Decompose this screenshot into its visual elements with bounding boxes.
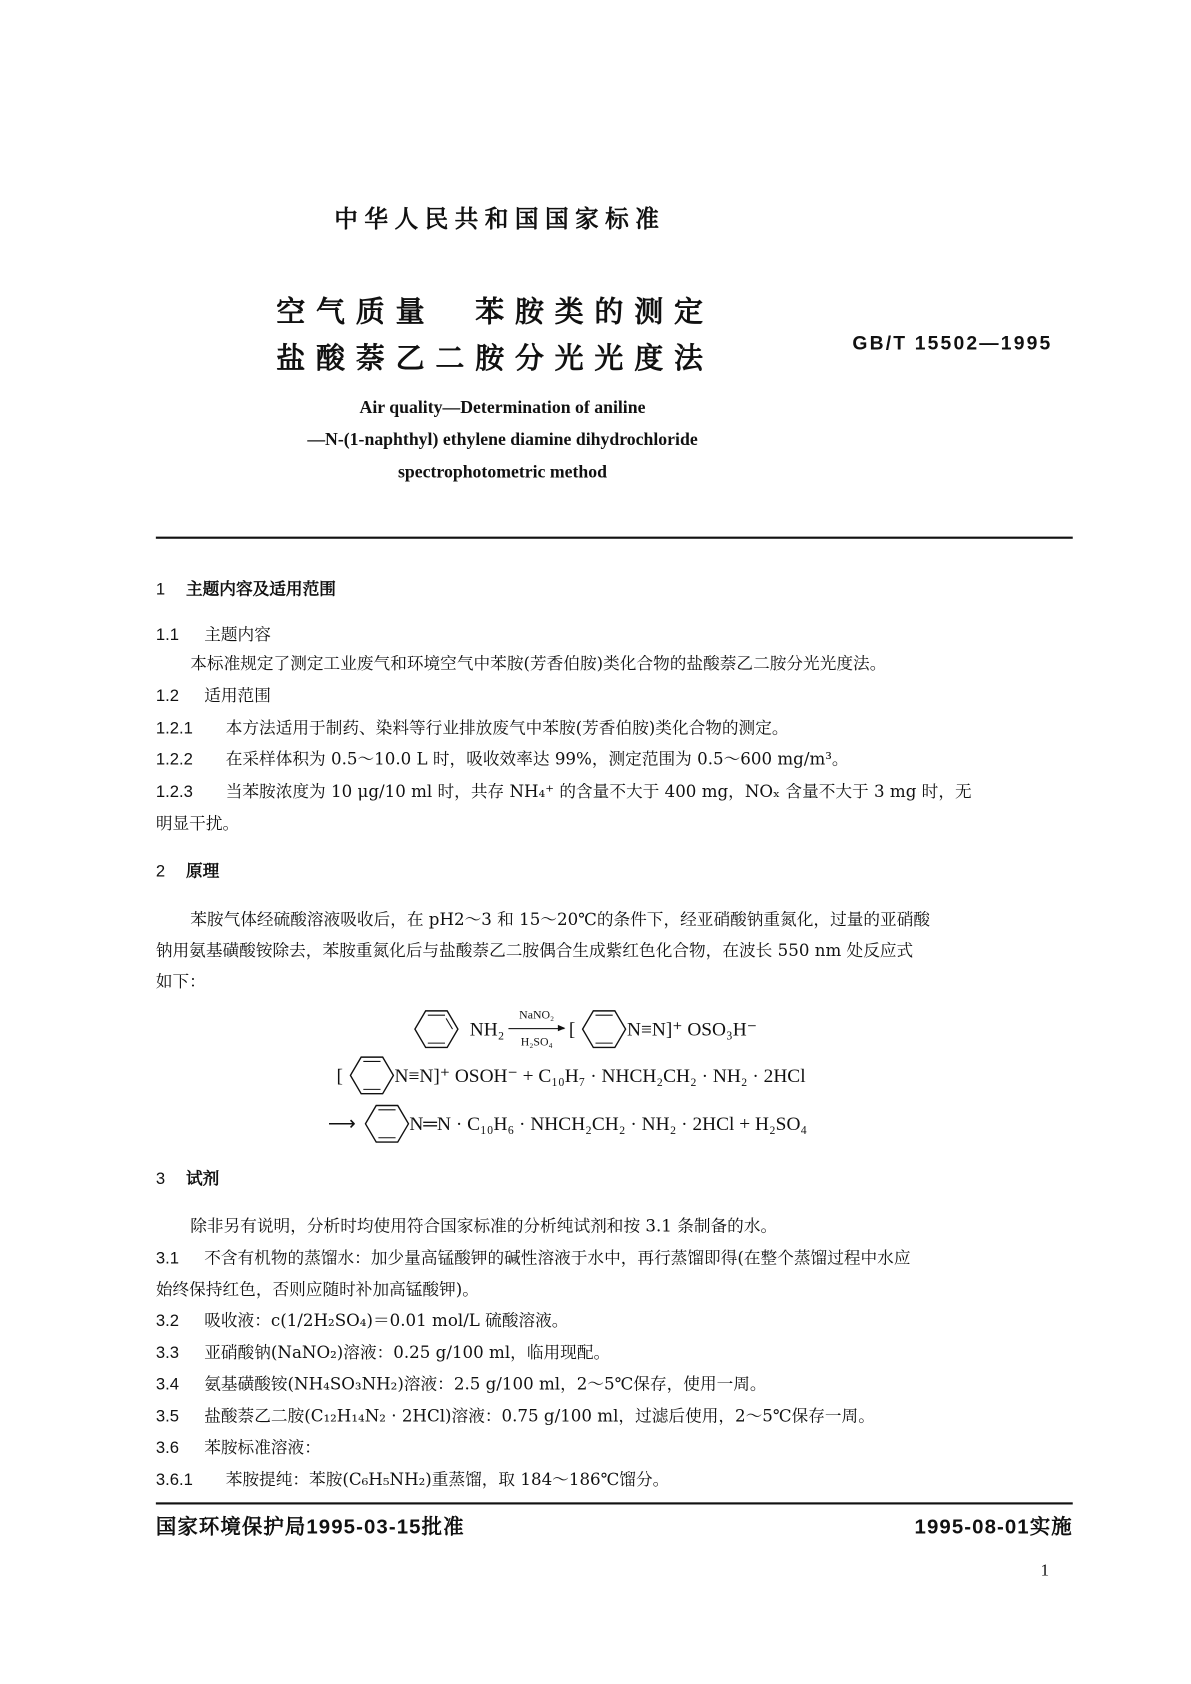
- clause-text: 盐酸萘乙二胺(C₁₂H₁₄N₂ · 2HCl)溶液：0.75 g/100 ml，过滤后使用，2～5℃保存一周。: [204, 1406, 875, 1426]
- reactant: NH₂: [469, 1017, 505, 1040]
- section-title: 原理: [185, 861, 220, 881]
- standard-number: GB/T 15502—1995: [852, 332, 1053, 354]
- english-title-1: Air quality—Determination of aniline: [359, 396, 646, 418]
- equation-3: [328, 1103, 807, 1144]
- clause: [156, 1437, 321, 1460]
- clause: [156, 1373, 767, 1396]
- clause: [156, 748, 849, 771]
- clause-text: 不含有机物的蒸馏水：加少量高锰酸钾的碱性溶液于水中，再行蒸馏即得(在整个蒸馏过程中水应: [204, 1248, 911, 1268]
- clause-text: 苯胺标准溶液：: [204, 1437, 321, 1458]
- clause: [156, 781, 972, 804]
- bracket: [: [336, 1064, 343, 1087]
- benzene-ring-icon: [364, 1103, 409, 1144]
- english-title-2: —N-(1-naphthyl) ethylene diamine dihydrochloride: [307, 429, 698, 450]
- section-heading: [156, 579, 336, 602]
- paragraph: 除非另有说明，分析时均使用符合国家标准的分析纯试剂和按 3.1 条制备的水。: [190, 1216, 778, 1236]
- reagent-below: H₂SO₄: [520, 1035, 553, 1049]
- subsection-title: 适用范围: [204, 686, 271, 706]
- product: N≡N]⁺ OSO₃H⁻: [626, 1017, 757, 1040]
- clause: [156, 717, 789, 740]
- equation-1: [414, 1003, 757, 1054]
- benzene-ring-icon: [349, 1055, 394, 1096]
- clause-text: 本方法适用于制药、染料等行业排放废气中苯胺(芳香伯胺)类化合物的测定。: [225, 718, 789, 738]
- clause-number: 3.1: [155, 1249, 180, 1268]
- section-title: 主题内容及适用范围: [185, 579, 336, 599]
- paragraph-line: 钠用氨基磺酸铵除去，苯胺重氮化后与盐酸萘乙二胺偶合生成紫红色化合物，在波长 550 nm 处反应式: [155, 940, 914, 961]
- clause-number: 1.2.3: [155, 782, 193, 802]
- reaction-arrow: [509, 1003, 565, 1054]
- english-title-3: spectrophotometric method: [397, 461, 608, 482]
- title-line-2: 盐酸萘乙二胺分光光度法: [276, 341, 714, 376]
- header-divider: [156, 537, 1073, 539]
- paragraph-line: 苯胺气体经硫酸溶液吸收后，在 pH2～3 和 15～20℃的条件下，经亚硝酸钠重氮化，过量的亚硝酸: [190, 909, 931, 930]
- section-number: 3: [155, 1170, 166, 1189]
- clause-number: 3.5: [155, 1407, 180, 1426]
- products: N═N · C₁₀H₆ · NHCH₂CH₂ · NH₂ · 2HCl + H₂SO₄: [409, 1113, 808, 1135]
- implementation-date: 1995-08-01实施: [914, 1516, 1073, 1539]
- clause-number: 3.4: [155, 1375, 180, 1394]
- clause-continuation: 始终保持红色，否则应随时补加高锰酸钾)。: [155, 1279, 479, 1300]
- section-heading: [156, 860, 219, 883]
- subsection-heading: [156, 685, 271, 708]
- clause-number: 1.2.1: [155, 719, 193, 738]
- footer-divider: [156, 1502, 1073, 1504]
- clause-continuation: 明显干扰。: [155, 814, 240, 834]
- approval-date: 国家环境保护局1995-03-15批准: [155, 1516, 465, 1539]
- equation-2: [336, 1055, 805, 1096]
- clause-text: 在采样体积为 0.5～10.0 L 时，吸收效率达 99%，测定范围为 0.5～600 mg/m³。: [225, 749, 849, 769]
- section-number: 1.2: [155, 687, 180, 706]
- section-title: 试剂: [185, 1168, 220, 1189]
- arrow-icon: ⟶: [327, 1113, 356, 1135]
- section-number: 1: [155, 580, 166, 599]
- clause-number: 3.6: [155, 1438, 180, 1458]
- reagent-above: NaNO₂: [519, 1008, 555, 1022]
- standard-type: 中华人民共和国国家标准: [334, 206, 666, 234]
- clause: [156, 1247, 911, 1270]
- clause-text: 苯胺提纯：苯胺(C₆H₅NH₂)重蒸馏，取 184～186℃馏分。: [225, 1470, 670, 1490]
- section-heading: [156, 1168, 219, 1191]
- benzene-ring-icon: [414, 1008, 459, 1049]
- clause-text: 氨基磺酸铵(NH₄SO₃NH₂)溶液：2.5 g/100 ml，2～5℃保存，使用一周。: [204, 1374, 767, 1394]
- clause-number: 1.2.2: [155, 750, 193, 769]
- section-number: 1.1: [155, 625, 180, 645]
- reactants: N≡N]⁺ OSOH⁻ + C₁₀H₇ · NHCH₂CH₂ · NH₂ · 2HCl: [394, 1064, 806, 1087]
- paragraph-line: 如下：: [155, 972, 206, 992]
- clause: [156, 1342, 610, 1365]
- bracket: [: [568, 1017, 576, 1040]
- clause: [156, 1310, 569, 1333]
- paragraph: 本标准规定了测定工业废气和环境空气中苯胺(芳香伯胺)类化合物的盐酸萘乙二胺分光光度法。: [190, 653, 887, 674]
- subsection-heading: [156, 624, 271, 647]
- clause-number: 3.3: [155, 1344, 180, 1363]
- clause: [156, 1469, 669, 1492]
- page-number: 1: [1040, 1561, 1050, 1580]
- clause-text: 当苯胺浓度为 10 μg/10 ml 时，共存 NH₄⁺ 的含量不大于 400 mg，NOₓ 含量不大于 3 mg 时，无: [225, 781, 972, 802]
- section-number: 2: [155, 862, 166, 881]
- benzene-ring-icon: [582, 1008, 627, 1049]
- clause: [156, 1406, 875, 1429]
- title-line-1: 空气质量 苯胺类的测定: [276, 295, 714, 330]
- clause-text: 吸收液：c(1/2H₂SO₄)＝0.01 mol/L 硫酸溶液。: [204, 1310, 569, 1331]
- clause-text: 亚硝酸钠(NaNO₂)溶液：0.25 g/100 ml，临用现配。: [204, 1343, 611, 1363]
- clause-number: 3.2: [155, 1311, 180, 1331]
- subsection-title: 主题内容: [204, 624, 271, 645]
- clause-number: 3.6.1: [155, 1471, 193, 1490]
